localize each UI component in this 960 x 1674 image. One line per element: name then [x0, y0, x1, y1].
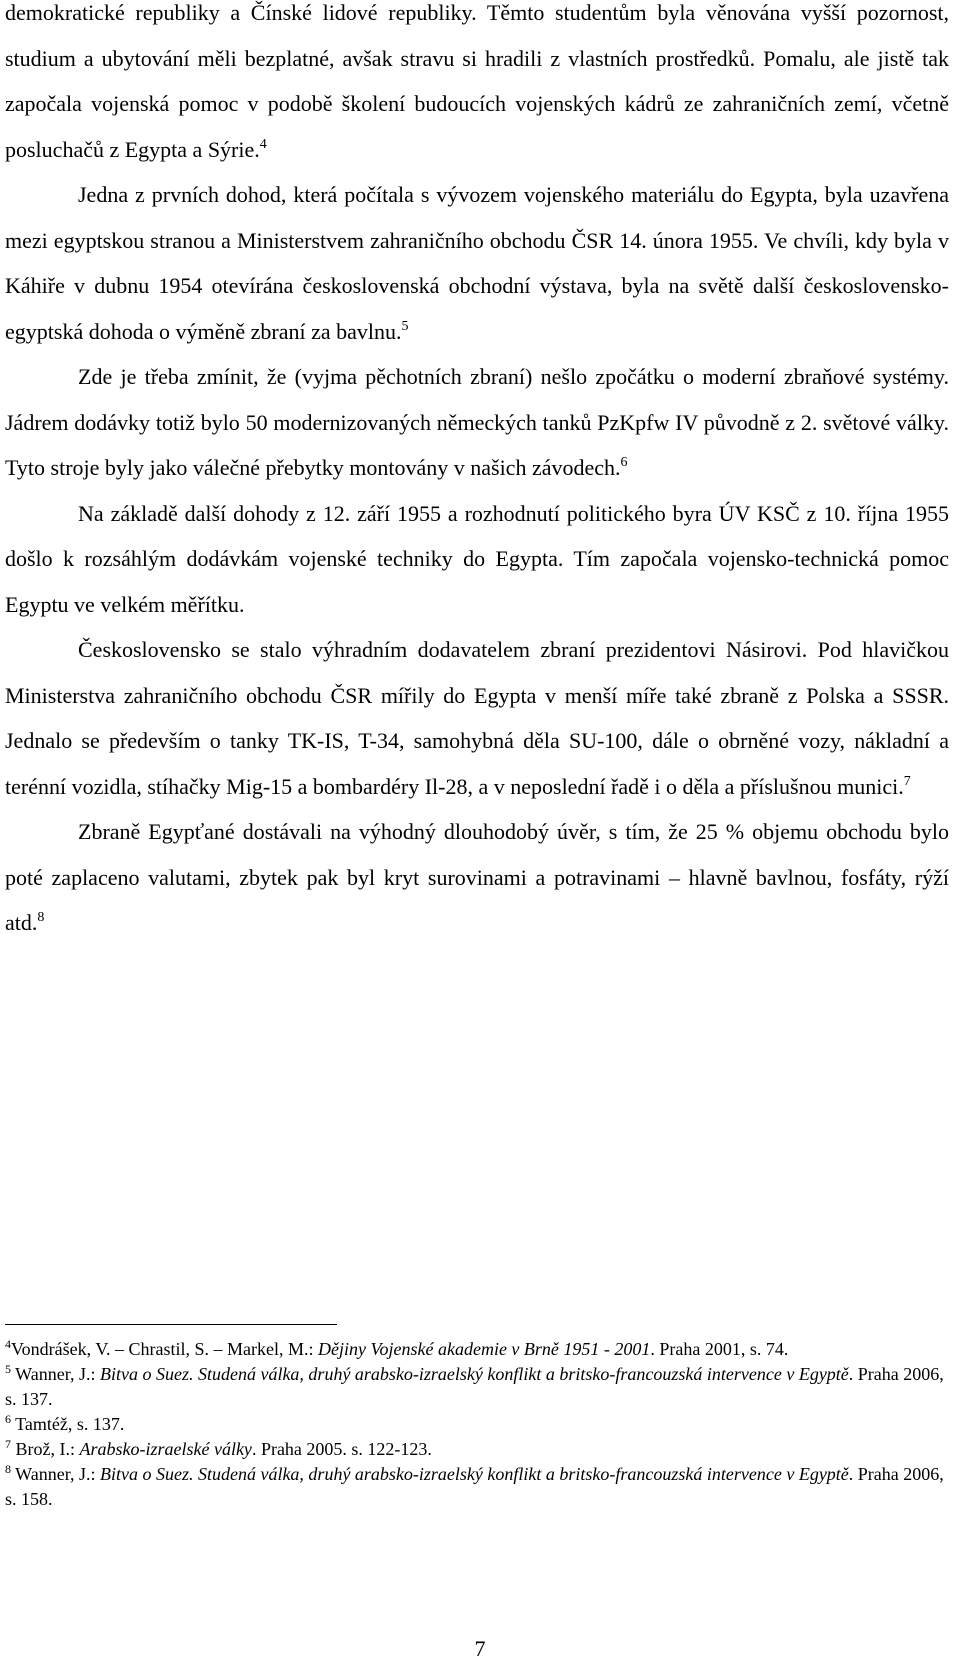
footnote-ref: 5	[401, 318, 409, 334]
page-number: 7	[474, 1636, 486, 1661]
footnote	[5, 1412, 949, 1437]
footnote-ref: 4	[259, 136, 267, 152]
footnote	[5, 1437, 949, 1462]
footnote-ref: 7	[903, 773, 911, 789]
footnote-author: Wanner, J.:	[11, 1364, 100, 1384]
footnote-author: Tamtéž, s. 137.	[11, 1414, 125, 1434]
footnote-number: 6	[5, 1412, 11, 1426]
footnote-ref: 8	[37, 910, 45, 925]
footnote-title: Dějiny Vojenské akademie v Brně 1951 - 2001	[318, 1339, 651, 1359]
footnote-title: Arabsko-izraelské války	[79, 1439, 252, 1459]
footnotes	[5, 1337, 949, 1512]
footnote-number: 8	[5, 1462, 11, 1476]
paragraph	[5, 491, 949, 628]
footnote-title: Bitva o Suez. Studená válka, druhý arabsko-izraelský konflikt a britsko-francouzská intervence v Egyptě	[99, 1464, 849, 1484]
footnote-number: 4	[5, 1337, 11, 1351]
paragraph-text: Na základě další dohody z 12. září 1955 a rozhodnutí politického byra ÚV KSČ z 10. října 1955 došlo k rozsáhlým dodávkám vojenské techniky do Egypta. Tím započala vojensko-technická pomoc Egyptu ve velkém měřítku.	[5, 500, 949, 617]
footnote-number: 7	[5, 1437, 11, 1451]
footnote-separator	[5, 1324, 337, 1325]
paragraph	[5, 172, 949, 354]
paragraph-text: Československo se stalo výhradním dodavatelem zbraní prezidentovi Násirovi. Pod hlavičkou Ministerstva zahraničního obchodu ČSR mířily do Egypta v menší míře také zbraně z Polska a SSSR. Jednalo se především o tanky TK-IS, T-34, samohybná děla SU-100, dále o obrněné vozy, nákladní a terénní vozidla, stíhačky Mig-15 a bombardéry Il-28, a v neposlední řadě i o děla a příslušnou munici.	[5, 637, 949, 799]
footnote	[5, 1462, 949, 1512]
paragraph	[5, 0, 949, 172]
footnote-author: Brož, I.:	[11, 1439, 80, 1459]
footnote-number: 5	[5, 1362, 11, 1376]
paragraph-text: Jedna z prvních dohod, která počítala s vývozem vojenského materiálu do Egypta, byla uzavřena mezi egyptskou stranou a Ministerstvem zahraničního obchodu ČSR 14. února 1955. Ve chvíli, kdy byla v Káhiře v dubnu 1954 otevírána československá obchodní výstava, byla na světě další československo-egyptská dohoda o výměně zbraní za bavlnu.	[5, 182, 949, 344]
paragraph-text: demokratické republiky a Čínské lidové republiky. Těmto studentům byla věnována vyšší pozornost, studium a ubytování měli bezplatné, avšak stravu si hradili z vlastních prostředků. Pomalu, ale jistě tak započala vojenská pomoc v podobě školení budoucích vojenských kádrů ze zahraničních zemí, včetně posluchačů z Egypta a Sýrie.	[5, 0, 949, 162]
footnote-rest: . Praha 2005. s. 122-123.	[251, 1439, 432, 1459]
footnote-ref: 6	[620, 455, 628, 470]
paragraph-text: Zde je třeba zmínit, že (vyjma pěchotních zbraní) nešlo zpočátku o moderní zbraňové systémy. Jádrem dodávky totiž bylo 50 modernizovaných německých tanků PzKpfw IV původně z 2. světové války. Tyto stroje byly jako válečné přebytky montovány v našich závodech.	[5, 364, 949, 480]
footnote	[5, 1362, 949, 1412]
paragraph-text: Zbraně Egypťané dostávali na výhodný dlouhodobý úvěr, s tím, že 25 % objemu obchodu bylo poté zaplaceno valutami, zbytek pak byl kryt surovinami a potravinami – hlavně bavlnou, fosfáty, rýží atd.	[5, 819, 949, 935]
paragraph	[5, 809, 949, 946]
document-page	[5, 0, 949, 946]
paragraph	[5, 354, 949, 491]
footnote-author: Wanner, J.:	[11, 1464, 100, 1484]
body-text	[5, 0, 949, 946]
paragraph	[5, 627, 949, 809]
footnote-title: Bitva o Suez. Studená válka, druhý arabsko-izraelský konflikt a britsko-francouzská intervence v Egyptě	[99, 1364, 849, 1384]
footnote	[5, 1337, 949, 1362]
footnote-rest: . Praha 2001, s. 74.	[650, 1339, 789, 1359]
footnote-rest: . Praha 2006, s. 137.	[5, 1364, 944, 1409]
footnote-rest: . Praha 2006, s. 158.	[5, 1464, 944, 1509]
footnote-author: Vondrášek, V. – Chrastil, S. – Markel, M.:	[11, 1339, 319, 1359]
